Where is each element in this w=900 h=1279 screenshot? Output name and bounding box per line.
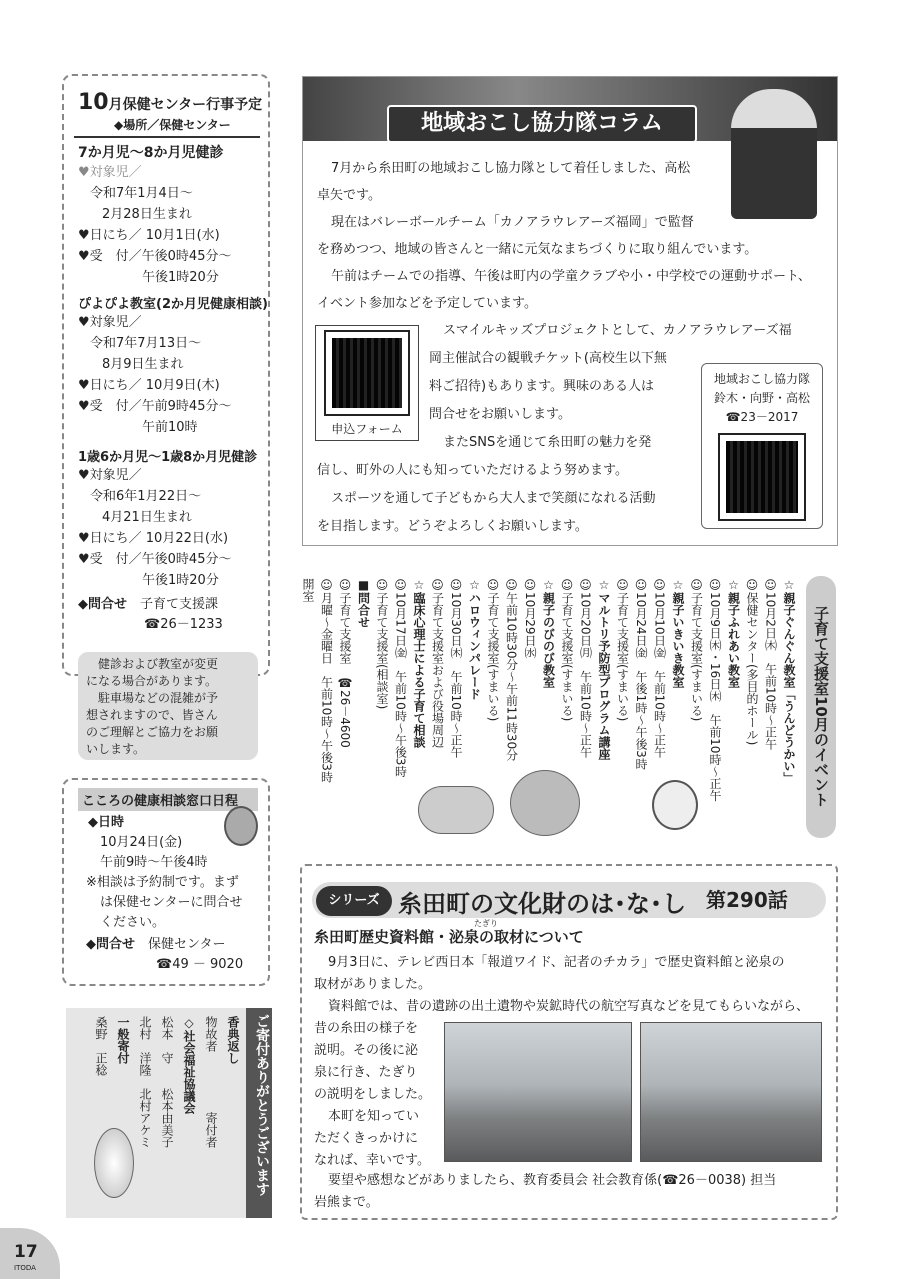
ruby: たぎり: [474, 919, 498, 928]
text: ♥対象児／: [78, 468, 142, 483]
bunkazai-text: なれば、幸いです。: [314, 1153, 430, 1168]
event-line: ☺子育て支援室(相談室): [375, 578, 389, 710]
text: 午後1時20分: [142, 573, 219, 588]
column-text: スマイルキッズプロジェクトとして、カノアラウレアーズ福: [443, 323, 792, 338]
qr-form-box[interactable]: [315, 325, 419, 441]
text: 4月21日生まれ: [102, 510, 192, 525]
column-text: またSNSを通じて糸田町の魅力を発: [443, 435, 652, 450]
kokoro-title: こころの健康相談窓口日程: [78, 788, 258, 811]
photo-interview-icon: [444, 1022, 632, 1162]
text: 8月9日生まれ: [102, 357, 184, 372]
text: 地域おこし協力隊: [713, 372, 810, 386]
donation-title: ご寄付ありがとうございます: [246, 1008, 272, 1218]
text: 令和7年7月13日～: [90, 336, 202, 351]
contact-name: 子育て支援課: [140, 597, 219, 612]
text: 令和7年1月4日～: [90, 186, 193, 201]
text: ください。: [100, 915, 166, 930]
event-line: ☆親子のびのび教室: [541, 578, 556, 688]
checkup-7m-title: 7か月児～8か月児健診: [78, 145, 224, 161]
event-line: ☆ハロウィンパレード: [467, 578, 482, 700]
event-line: ☺子育て支援室および役場周辺: [430, 578, 445, 748]
text: ♥日にち／ 10月22日(水): [78, 531, 229, 546]
note-box: [78, 652, 258, 760]
donation-line: 一般寄付: [116, 1016, 130, 1064]
qr-label: 申込フォーム: [331, 422, 403, 436]
bunkazai-text: の説明をしました。: [314, 1087, 432, 1102]
baby-illustration-icon: [652, 780, 698, 830]
event-line: ☺子育て支援室(すまいる): [560, 578, 574, 722]
page-number: 17: [14, 1242, 38, 1262]
event-line: ■問合せ: [356, 578, 371, 628]
donation-line: 桑野 正稔: [94, 1016, 108, 1076]
column-text: を務めつつ、地域の皆さんと一緒に元気なまちづくりに取り組んでいます。: [317, 242, 758, 257]
bunkazai-text: 説明。その後に泌: [314, 1043, 419, 1058]
text: 午後1時20分: [142, 270, 219, 285]
column-text: 信し、町外の人にも知っていただけるよう努めます。: [317, 463, 628, 478]
text: は保健センターに問合せ: [100, 895, 243, 910]
event-line: ☆親子いきいき教室: [671, 578, 685, 688]
event-line: ☺月曜～金曜日 午前10時～午後3時: [319, 578, 334, 783]
donation-line: 北村 洋隆 北村アケミ: [138, 1016, 152, 1148]
event-line: ☺10月24日㈮ 午後1時～午後3時: [634, 578, 648, 770]
qr-code-icon[interactable]: [720, 435, 804, 519]
column-text: 卓矢です。: [317, 188, 381, 203]
event-line: ☆親子ぐんぐん教室「うんどうかい」: [782, 578, 796, 784]
event-line: ☺子育て支援室 ☎26－4600: [338, 578, 352, 748]
column-text: 岡主催試合の観戦チケット(高校生以下無: [429, 351, 667, 366]
text: ♥対象児／: [78, 165, 142, 180]
event-line: ☆臨床心理士による子育て相談: [412, 578, 426, 748]
column-text: 午前はチームでの指導、午後は町内の学童クラブや小・中学校での運動サポート、: [331, 269, 811, 284]
event-line: ☺10月29日㈬: [523, 578, 537, 659]
note-line: 駐車場などの混雑が予: [98, 691, 219, 705]
donation-line: 物故者 寄付者: [204, 1016, 218, 1148]
contact-box: [701, 363, 823, 529]
bunkazai-text: 本町を知ってい: [328, 1109, 420, 1124]
text: 令和6年1月22日～: [90, 489, 202, 504]
text: ♥日にち／ 10月9日(木): [78, 378, 220, 393]
text: ♥受 付／午後0時45分～: [78, 552, 232, 567]
schedule-place: ◆場所／保健センター: [114, 118, 231, 132]
text: ◆問合せ: [86, 937, 135, 952]
series-badge: シリーズ: [316, 886, 392, 916]
text: 午前9時～午後4時: [100, 855, 208, 870]
bunkazai-text: 昔の糸田の様子を: [314, 1021, 419, 1036]
event-line: ☺10月2日㈭ 午前10時～正午: [763, 578, 778, 751]
kokoro-card: [62, 778, 270, 986]
note-line: になる場合があります。: [86, 674, 218, 688]
text: 保健センター: [148, 937, 226, 952]
parent-child-illustration-icon: [510, 770, 580, 836]
event-line: ☺10月20日㈪ 午前10時～正午: [578, 578, 593, 758]
event-line: ☺子育て支援室(すまいる): [689, 578, 704, 722]
brand: ITODA: [14, 1264, 36, 1272]
episode-label: 第290話: [706, 888, 788, 912]
text: ♥受 付／午前9時45分～: [78, 399, 232, 414]
note-line: いします。: [86, 742, 146, 756]
column-text: を目指します。どうぞよろしくお願いします。: [317, 519, 588, 534]
bunkazai-text: 泉に行き、たぎり: [314, 1065, 418, 1080]
contact-tel: ☎26－1233: [144, 617, 223, 632]
note-line: 想されますので、皆さん: [86, 708, 218, 722]
bunkazai-text: 取材がありました。: [314, 977, 432, 992]
note-line: のご理解とご協力をお願: [86, 725, 219, 739]
family-illustration-icon: [418, 786, 494, 834]
schedule-card: [62, 74, 270, 676]
woman-illustration-icon: [224, 806, 258, 846]
text: ※相談は予約制です。まず: [86, 875, 239, 890]
column-text: スポーツを通して子どもから大人まで笑顔になれる活動: [331, 491, 656, 506]
bunkazai-subtitle: 糸田町歴史資料館・泌泉の取材について: [314, 928, 584, 946]
event-line: ☆親子ふれあい教室: [726, 578, 741, 688]
event-line: ☺子育て支援室(すまいる): [615, 578, 630, 722]
event-line: ☺10月30日㈭ 午前10時～正午: [449, 578, 463, 758]
schedule-title: 10月保健センター行事予定: [78, 90, 263, 115]
text: 2月28日生まれ: [102, 207, 192, 222]
page-corner: [0, 1228, 60, 1279]
divider: [74, 136, 260, 138]
events-title: 子育て支援室10月のイベント: [806, 576, 836, 838]
bunkazai-text: 9月3日に、テレビ西日本「報道ワイド、記者のチカラ」で歴史資料館と泌泉の: [328, 955, 785, 970]
donation-line: ◇社会福祉協議会: [182, 1016, 196, 1114]
column-text: 7月から糸田町の地域おこし協力隊として着任しました、高松: [331, 161, 691, 176]
event-line: ☺10月17日㈮ 午前10時～午後3時: [393, 578, 408, 778]
column-text: 現在はバレーボールチーム「カノアラウレアーズ福岡」で監督: [331, 215, 694, 230]
bunkazai-text: 要望や感想などがありましたら、教育委員会 社会教育係(☎26－0038) 担当: [328, 1173, 777, 1188]
text: ☎49 － 9020: [156, 957, 244, 972]
column-title: 地域おこし協力隊コラム: [387, 105, 697, 143]
text: ♥日にち／ 10月1日(水): [78, 228, 220, 243]
column-text: 料ご招待)もあります。興味のある人は: [429, 379, 655, 394]
text: 鈴木・向野・高松: [713, 391, 810, 405]
event-line: ☺子育て支援室(すまいる): [486, 578, 500, 722]
checkup-18m-title: 1歳6か月児～1歳8か月児健診: [78, 450, 258, 465]
bunkazai-text: 資料館では、昔の遺跡の出土遺物や炭鉱時代の航空写真などを見てもらいながら、: [328, 999, 810, 1014]
text: 10月24日(金): [100, 835, 183, 850]
flower-illustration-icon: [94, 1128, 134, 1198]
event-line: ☺10月9日㈭・16日㈭ 午前10時～正午: [708, 578, 722, 802]
column-card: [302, 76, 838, 546]
event-line: ☺10月10日㈮ 午前10時～正午: [652, 578, 667, 758]
photo-spring-icon: [640, 1022, 822, 1162]
event-line: ☆マルトリ予防型プログラム講座: [597, 578, 611, 760]
event-line: ☺午前10時30分～午前11時30分: [504, 578, 519, 762]
donation-block: [66, 1008, 272, 1218]
bunkazai-text: ただくきっかけに: [314, 1131, 419, 1146]
text: ♥対象児／: [78, 315, 142, 330]
text: 午前10時: [142, 420, 198, 435]
donation-line: 香典返し: [226, 1016, 240, 1064]
event-line: 開室: [301, 578, 315, 602]
qr-code-icon: [326, 332, 408, 414]
column-text: 問合せをお願いします。: [429, 407, 571, 422]
text: ◆日時: [88, 815, 124, 830]
column-text: イベント参加などを予定しています。: [317, 296, 537, 311]
piyopiyo-title: ぴよぴよ教室(2か月児健康相談): [78, 297, 268, 312]
contact-label: ◆問合せ: [78, 597, 127, 612]
text: ☎23－2017: [725, 410, 799, 424]
bunkazai-title: 糸田町の文化財のは･な･し: [398, 890, 686, 918]
event-line: ☺保健センター(多目的ホール): [745, 578, 759, 746]
text: ♥受 付／午後0時45分～: [78, 249, 232, 264]
bunkazai-text: 岩熊まで。: [314, 1195, 379, 1210]
note-line: 健診および教室が変更: [98, 657, 219, 671]
bunkazai-card: [300, 864, 838, 1220]
donation-line: 松本 守 松本由美子: [160, 1016, 174, 1148]
